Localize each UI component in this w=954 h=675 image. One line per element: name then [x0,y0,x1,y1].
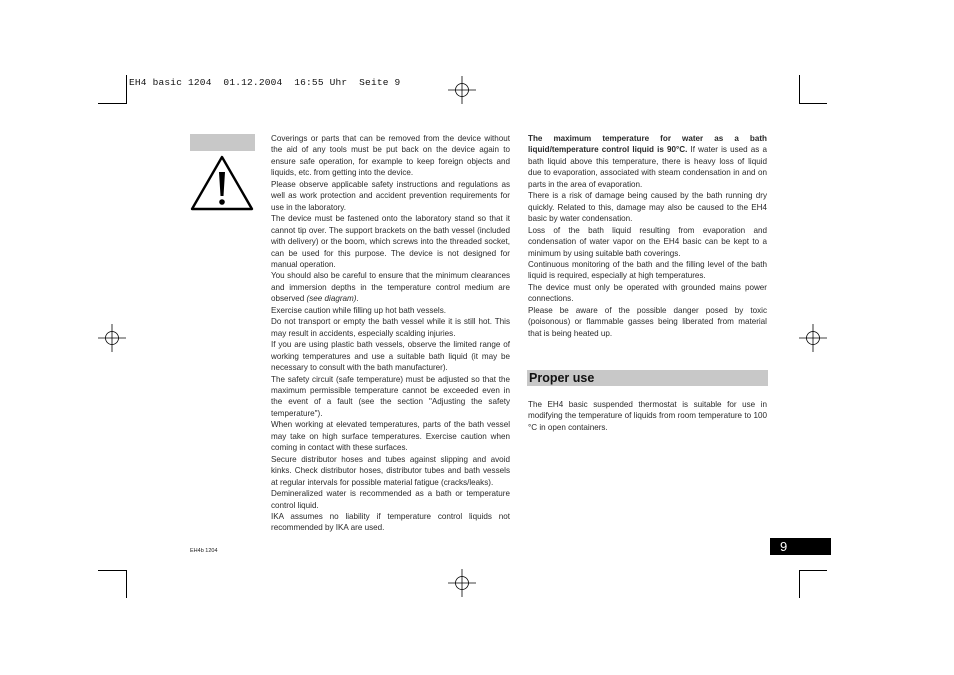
paragraph: The safety circuit (safe temperature) must be adjusted so that the maximum permissible temperature cannot be exceeded even in the event of a fault (see the section "Adjusting the safety temperature"). [271,374,510,418]
registration-mark-icon [799,324,827,352]
registration-mark-icon [448,569,476,597]
crop-mark [799,103,827,104]
crop-mark [799,570,800,598]
crop-mark [98,570,127,571]
paragraph: Do not transport or empty the bath vessel while it is still hot. This may result in accidents, especially scalding injuries. [271,317,510,338]
crop-mark [98,103,127,104]
paragraph-tail: . [356,294,359,304]
paragraph: IKA assumes no liability if temperature control liquids not recommended by IKA are used. [271,511,510,533]
registration-mark-icon [448,76,476,104]
paragraph: Exercise caution while filling up hot bath vessels. [271,305,447,315]
crop-mark [799,75,800,104]
paragraph: Demineralized water is recommended as a bath or temperature control liquid. [271,489,510,510]
paragraph: Please observe applicable safety instructions and regulations as well as work protection and accident prevention requirements for use in the laboratory. [271,179,510,212]
paragraph: Loss of the bath liquid resulting from evaporation and condensation of water vapor on the EH4 basic can be kept to a minimum by using suitable bath coverings. [528,225,767,258]
registration-mark-icon [98,324,126,352]
bold-lead: The maximum temperature for water as a bath liquid/temperature control liquid is 90°C. [528,134,767,155]
paragraph: When working at elevated temperatures, parts of the bath vessel may take on high surface temperatures. Exercise caution when coming in contact with these surfaces. [271,420,510,453]
paragraph: Coverings or parts that can be removed from the device without the aid of any tools must be put back on the device again to ensure safe operation, for example to keep foreign objects and liquids, etc. from getting into the device. [271,134,510,178]
paragraph: The EH4 basic suspended thermostat is suitable for use in modifying the temperature of liquids from room temperature to 100 °C in open containers. [528,400,767,432]
paragraph-text: If water is used as a bath liquid above this temperature, there is heavy loss of liquid due to evaporation, associated with steam condensation in and on parts in the area of evaporation. [528,145,767,189]
paragraph: If you are using plastic bath vessels, observe the limited range of working temperatures and use a suitable bath liquid (it may be necessary to consult with the bath manufacturer). [271,340,510,373]
crop-mark [126,570,127,598]
paragraph-text: You should also be careful to ensure that the minimum clearances and immersion depths in the temperature control medium are observed [271,271,510,304]
paragraph [271,270,510,304]
print-slug: EH4 basic 1204 01.12.2004 16:55 Uhr Seite 9 [129,77,401,88]
footer-code: EH4b 1204 [190,548,218,554]
paragraph: The device must be fastened onto the laboratory stand so that it cannot tip over. The support brackets on the bath vessel (included with delivery) or the boom, which screws into the threaded socket, can be used for this purpose. The device is not designed for manual operation. [271,214,510,269]
diagram-reference: (see diagram) [306,294,357,304]
paragraph [528,133,767,190]
paragraph: There is a risk of damage being caused by the bath running dry quickly. Related to this, damage may also be caused to the EH4 basic by water condensation. [528,191,767,224]
paragraph: Continuous monitoring of the bath and the filling level of the bath liquid is required, especially at high temperatures. [528,259,767,281]
warning-bar [190,134,255,151]
paragraph: The device must only be operated with grounded mains power connections. [528,282,767,304]
warning-triangle-icon [190,154,254,212]
left-text-column [271,133,510,534]
proper-use-body [528,399,767,433]
crop-mark [799,570,827,571]
section-heading-proper-use: Proper use [527,370,768,386]
page-number: 9 [770,538,831,555]
right-text-column [528,133,767,339]
paragraph: Secure distributor hoses and tubes against slipping and avoid kinks. Check distributor hoses, distributor tubes and bath vessels at regular intervals for possible material fatigue (cracks/leaks). [271,454,510,487]
crop-mark [126,75,127,104]
paragraph: Please be aware of the possible danger posed by toxic (poisonous) or flammable gasses being liberated from material that is being heated up. [528,305,767,338]
